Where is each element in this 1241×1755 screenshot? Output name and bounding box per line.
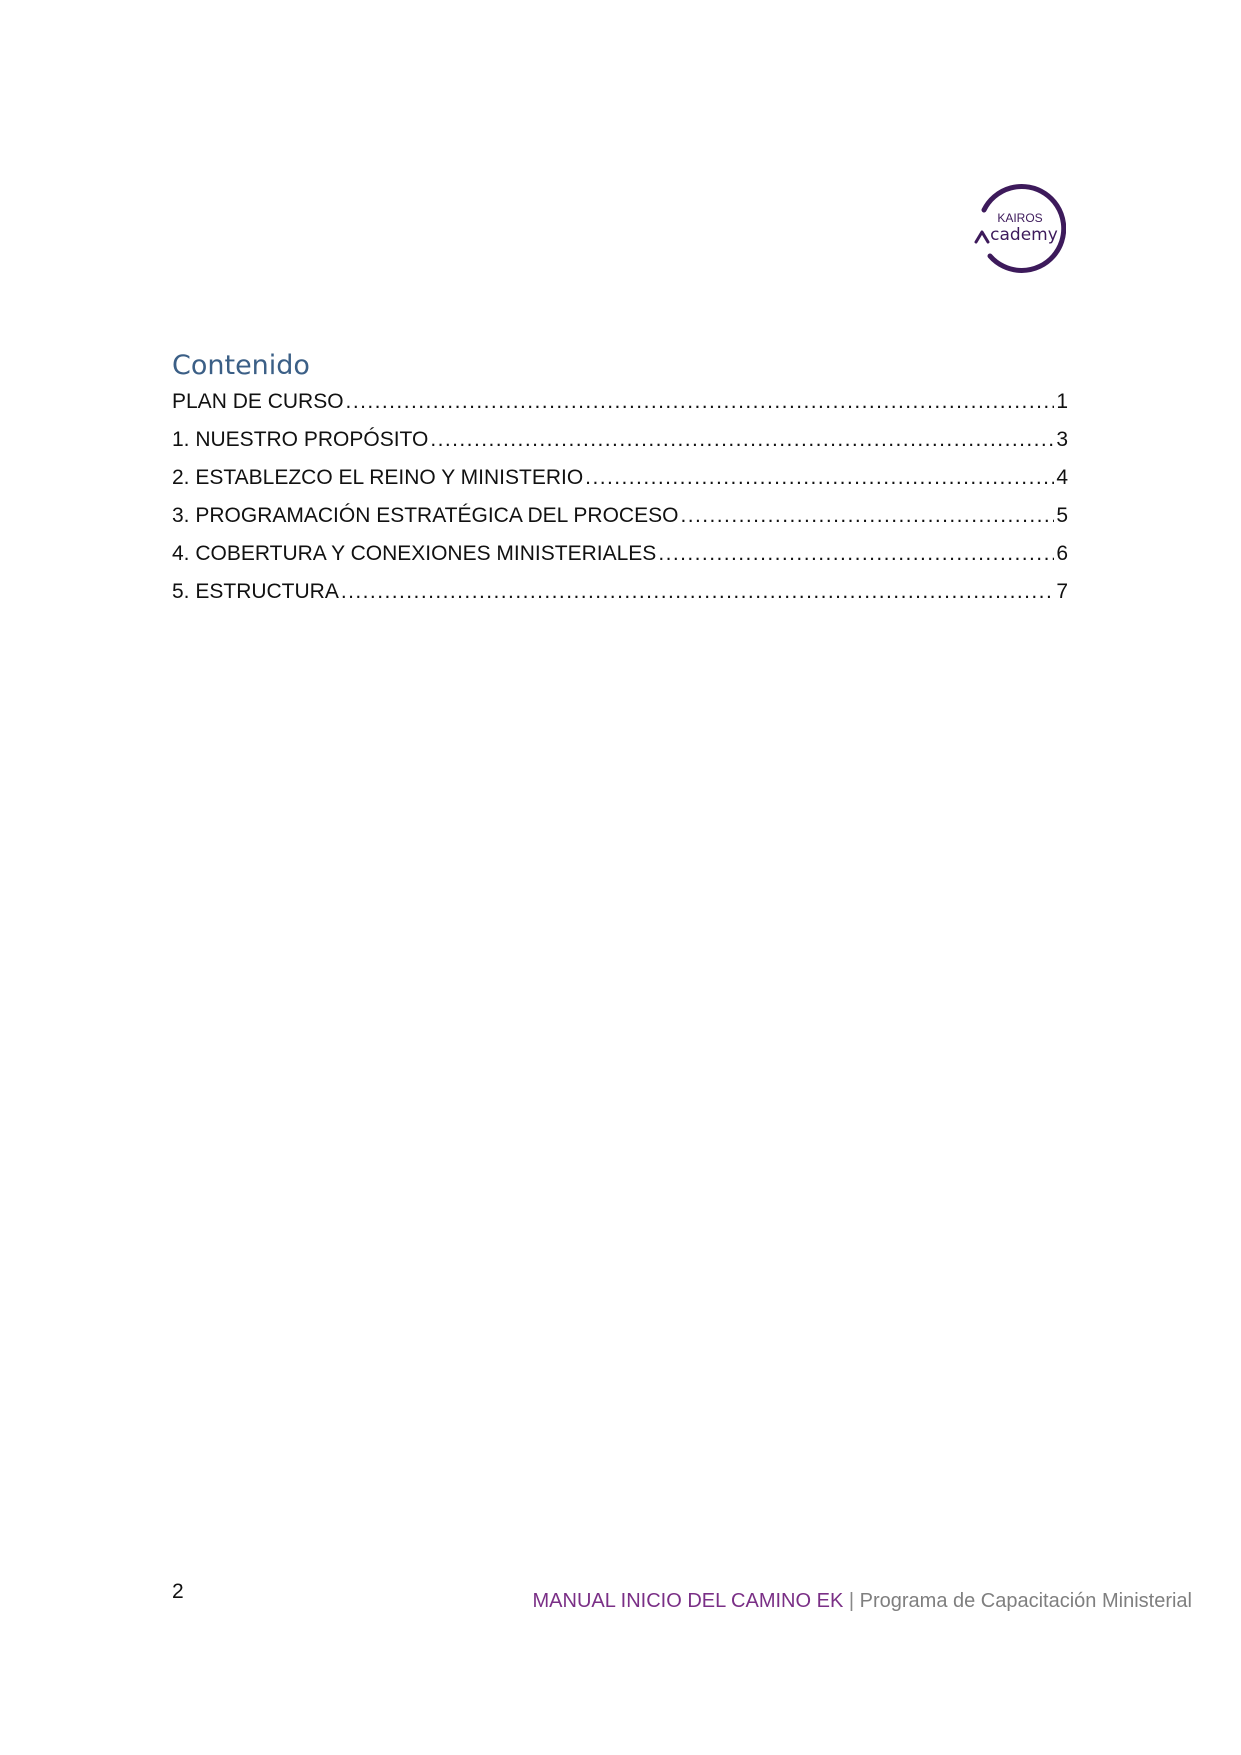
toc-entry-cobertura-y-conexiones[interactable] — [172, 542, 1068, 580]
footer-separator: | — [848, 1590, 855, 1612]
toc-entry-title: 5. ESTRUCTURA — [172, 580, 339, 603]
logo-line2: cademy — [990, 225, 1058, 245]
footer-program-name: Programa de Capacitación Ministerial — [859, 1590, 1192, 1612]
toc-entry-title: 2. ESTABLEZCO EL REINO Y MINISTERIO — [172, 466, 584, 489]
toc-heading: Contenido — [172, 350, 310, 381]
toc-entry-page: 6 — [1056, 542, 1068, 565]
toc-entry-page: 3 — [1056, 428, 1068, 451]
page-number: 2 — [172, 1580, 184, 1603]
toc-entry-establezco-el-reino[interactable] — [172, 466, 1068, 504]
logo-line1: KAIROS — [997, 211, 1043, 225]
toc-entry-title: 4. COBERTURA Y CONEXIONES MINISTERIALES — [172, 542, 657, 565]
toc-leader-dots — [585, 466, 1054, 490]
toc-entry-page: 5 — [1056, 504, 1068, 527]
toc-entry-title: 1. NUESTRO PROPÓSITO — [172, 428, 429, 451]
toc-leader-dots — [346, 390, 1055, 414]
toc-leader-dots — [341, 580, 1054, 604]
toc-entry-page: 4 — [1056, 466, 1068, 489]
table-of-contents — [172, 390, 1068, 618]
toc-leader-dots — [680, 504, 1054, 528]
toc-entry-plan-de-curso[interactable] — [172, 390, 1068, 428]
kairos-academy-logo — [970, 180, 1066, 276]
page-footer — [533, 1590, 1193, 1613]
toc-entry-title: 3. PROGRAMACIÓN ESTRATÉGICA DEL PROCESO — [172, 504, 679, 527]
toc-entry-page: 1 — [1056, 390, 1068, 413]
toc-leader-dots — [658, 542, 1054, 566]
toc-leader-dots — [430, 428, 1054, 452]
toc-entry-page: 7 — [1056, 580, 1068, 603]
toc-entry-title: PLAN DE CURSO — [172, 390, 344, 413]
toc-entry-nuestro-proposito[interactable] — [172, 428, 1068, 466]
logo-ring-icon — [970, 180, 1066, 276]
footer-manual-title: MANUAL INICIO DEL CAMINO EK — [532, 1590, 844, 1612]
toc-entry-programacion-estrategica[interactable] — [172, 504, 1068, 542]
logo-caret-icon — [976, 232, 988, 242]
toc-entry-estructura[interactable] — [172, 580, 1068, 618]
